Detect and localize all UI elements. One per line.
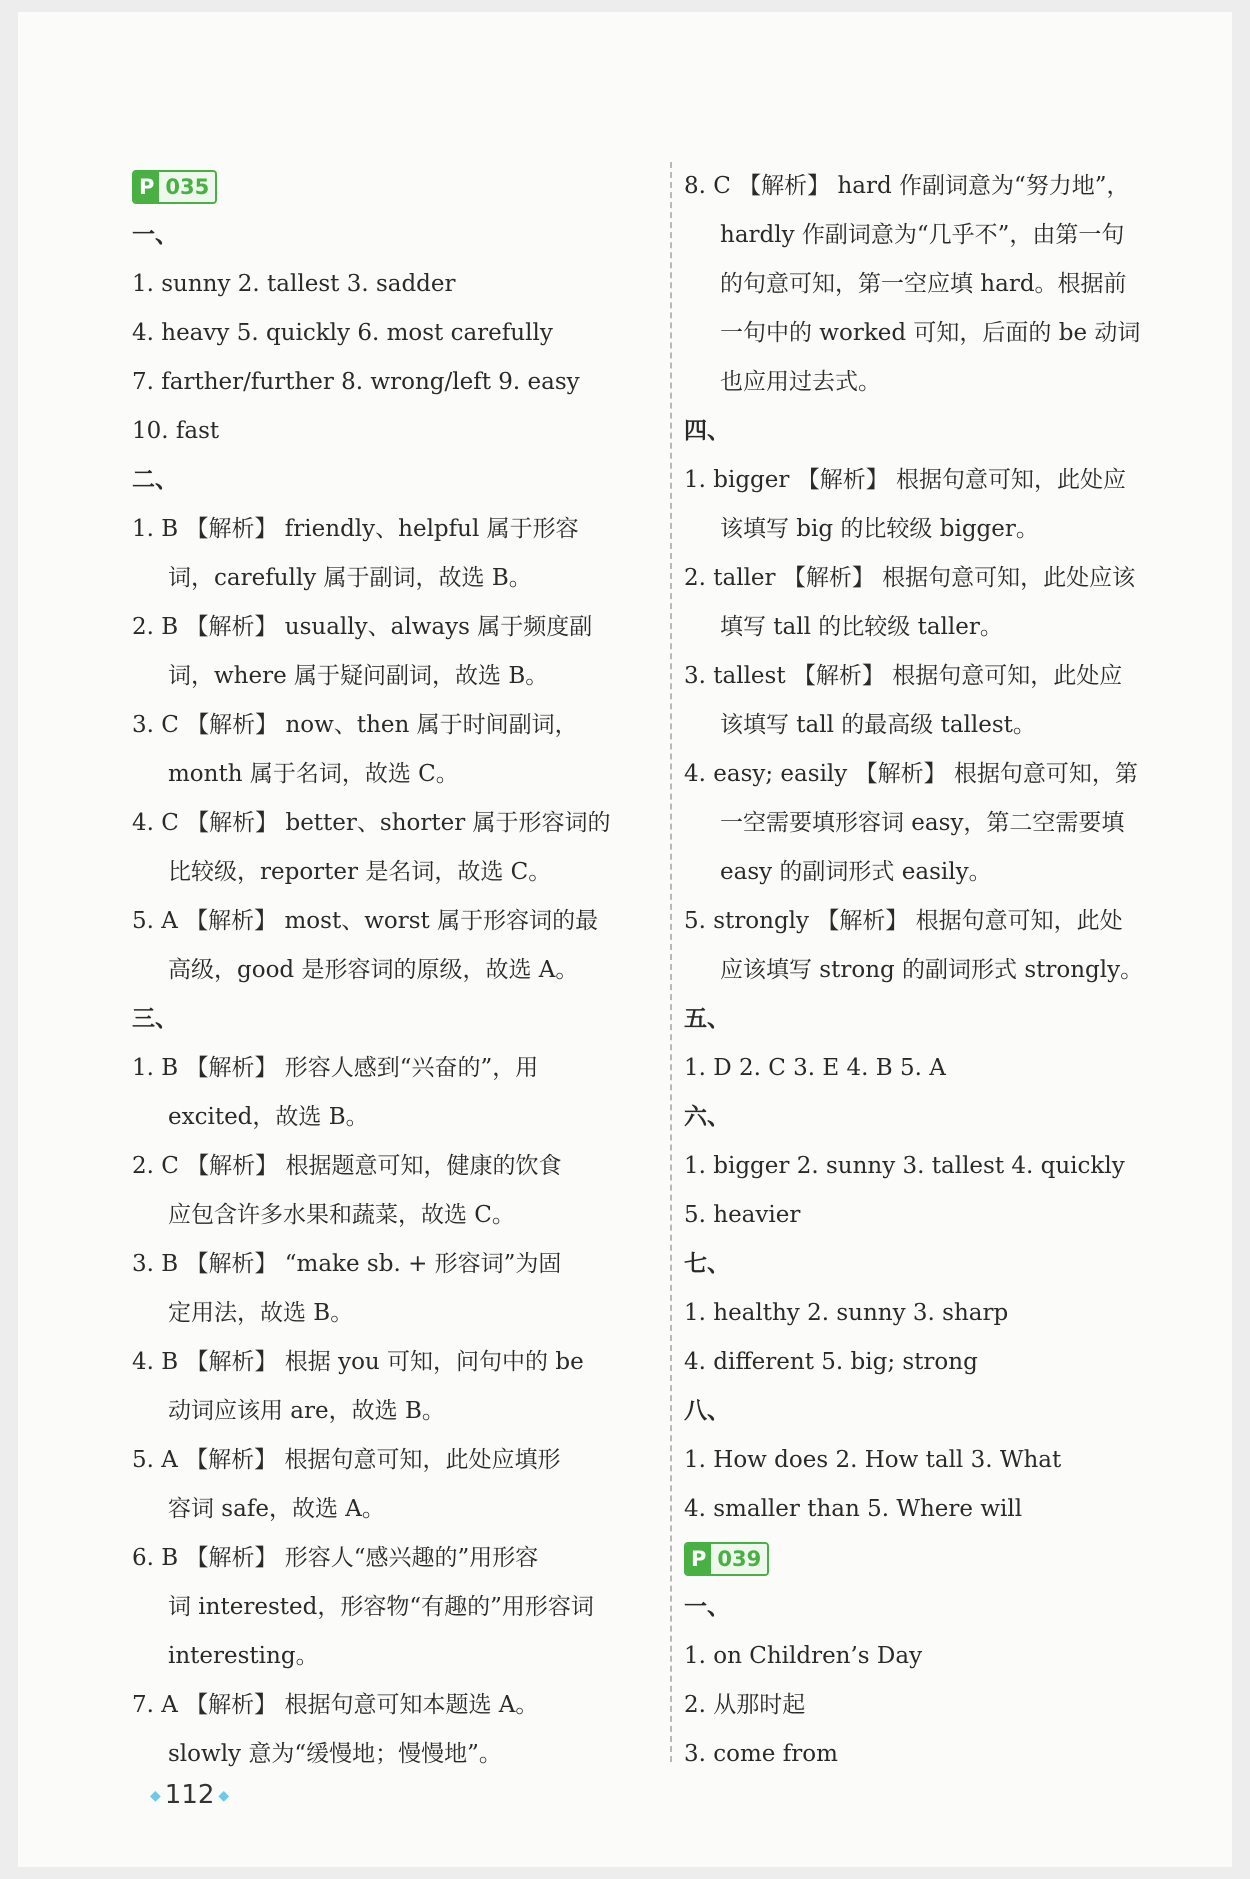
answer-line: 5. A 【解析】 most、worst 属于形容词的最 bbox=[132, 908, 599, 934]
answer-continuation: hardly 作副词意为“几乎不”，由第一句 bbox=[720, 222, 1125, 248]
answer-line: 4. smaller than 5. Where will bbox=[684, 1496, 1023, 1522]
right-column bbox=[684, 162, 1194, 1779]
answer-line: 1. B 【解析】 形容人感到“兴奋的”，用 bbox=[132, 1055, 539, 1081]
left-column bbox=[132, 162, 632, 1779]
answer-line: 3. tallest 【解析】 根据句意可知，此处应 bbox=[684, 663, 1123, 689]
answer-continuation: 比较级，reporter 是名词，故选 C。 bbox=[168, 859, 552, 885]
answer-line: 4. different 5. big; strong bbox=[684, 1349, 978, 1375]
answer-continuation: 该填写 tall 的最高级 tallest。 bbox=[720, 712, 1036, 738]
answer-continuation: 一句中的 worked 可知，后面的 be 动词 bbox=[720, 320, 1141, 346]
page bbox=[18, 12, 1232, 1867]
answer-line: 4. C 【解析】 better、shorter 属于形容词的 bbox=[132, 810, 611, 836]
answer-line: 1. bigger 【解析】 根据句意可知，此处应 bbox=[684, 467, 1127, 493]
page-ref-badge bbox=[132, 170, 217, 204]
answer-continuation: 该填写 big 的比较级 bigger。 bbox=[720, 516, 1039, 542]
page-ref-badge bbox=[684, 1542, 769, 1576]
answer-continuation: 填写 tall 的比较级 taller。 bbox=[720, 614, 1003, 640]
answer-line: 5. A 【解析】 根据句意可知，此处应填形 bbox=[132, 1447, 561, 1473]
answer-continuation: 动词应该用 are，故选 B。 bbox=[168, 1398, 445, 1424]
answer-line: 2. taller 【解析】 根据句意可知，此处应该 bbox=[684, 565, 1136, 591]
section-badge bbox=[684, 1534, 1194, 1583]
answer-line: 4. easy; easily 【解析】 根据句意可知，第 bbox=[684, 761, 1138, 787]
column-divider bbox=[670, 162, 672, 1762]
section-heading: 一、 bbox=[684, 1594, 730, 1620]
answer-line: 1. B 【解析】 friendly、helpful 属于形容 bbox=[132, 516, 579, 542]
page-number bbox=[146, 1780, 233, 1810]
diamond-icon: ◆ bbox=[218, 1787, 230, 1804]
answer-line: 4. B 【解析】 根据 you 可知，问句中的 be bbox=[132, 1349, 584, 1375]
answer-continuation: excited，故选 B。 bbox=[168, 1104, 369, 1130]
answer-line: 1. How does 2. How tall 3. What bbox=[684, 1447, 1062, 1473]
answer-line: 1. healthy 2. sunny 3. sharp bbox=[684, 1300, 1009, 1326]
answer-line: 3. come from bbox=[684, 1741, 838, 1767]
badge-label: P bbox=[686, 1544, 711, 1574]
answer-continuation: 应包含许多水果和蔬菜，故选 C。 bbox=[168, 1202, 515, 1228]
answer-continuation: 词，where 属于疑问副词，故选 B。 bbox=[168, 663, 549, 689]
answer-line: 8. C 【解析】 hard 作副词意为“努力地”， bbox=[684, 173, 1130, 199]
answer-continuation: easy 的副词形式 easily。 bbox=[720, 859, 992, 885]
answer-line: 7. A 【解析】 根据句意可知本题选 A。 bbox=[132, 1692, 539, 1718]
answer-line: 3. B 【解析】 “make sb. + 形容词”为固 bbox=[132, 1251, 562, 1277]
badge-number: 035 bbox=[159, 172, 215, 202]
answer-continuation: slowly 意为“缓慢地；慢慢地”。 bbox=[168, 1741, 502, 1767]
section-heading: 六、 bbox=[684, 1104, 730, 1130]
answer-continuation: 应该填写 strong 的副词形式 strongly。 bbox=[720, 957, 1144, 983]
answer-line: 2. 从那时起 bbox=[684, 1692, 806, 1718]
answer-line: 1. on Children’s Day bbox=[684, 1643, 923, 1669]
section-heading: 四、 bbox=[684, 418, 730, 444]
badge-number: 039 bbox=[711, 1544, 767, 1574]
answer-continuation: month 属于名词，故选 C。 bbox=[168, 761, 459, 787]
section-badge bbox=[132, 162, 632, 211]
answer-line: 5. strongly 【解析】 根据句意可知，此处 bbox=[684, 908, 1123, 934]
section-heading: 八、 bbox=[684, 1398, 730, 1424]
page-number-text: 112 bbox=[164, 1780, 215, 1810]
answer-continuation: 一空需要填形容词 easy，第二空需要填 bbox=[720, 810, 1125, 836]
answer-line: 1. D 2. C 3. E 4. B 5. A bbox=[684, 1055, 946, 1081]
diamond-icon: ◆ bbox=[150, 1787, 161, 1804]
answer-line: 7. farther/further 8. wrong/left 9. easy bbox=[132, 369, 580, 395]
section-heading: 一、 bbox=[132, 222, 178, 248]
answer-line: 5. heavier bbox=[684, 1202, 801, 1228]
section-heading: 二、 bbox=[132, 467, 178, 493]
answer-continuation: 容词 safe，故选 A。 bbox=[168, 1496, 385, 1522]
answer-line: 1. sunny 2. tallest 3. sadder bbox=[132, 271, 456, 297]
answer-line: 3. C 【解析】 now、then 属于时间副词， bbox=[132, 712, 578, 738]
badge-label: P bbox=[134, 172, 159, 202]
answer-continuation: 高级，good 是形容词的原级，故选 A。 bbox=[168, 957, 579, 983]
answer-continuation: 也应用过去式。 bbox=[720, 369, 881, 395]
answer-line: 2. C 【解析】 根据题意可知，健康的饮食 bbox=[132, 1153, 562, 1179]
section-heading: 五、 bbox=[684, 1006, 730, 1032]
section-heading: 七、 bbox=[684, 1251, 730, 1277]
answer-line: 1. bigger 2. sunny 3. tallest 4. quickly bbox=[684, 1153, 1125, 1179]
answer-line: 2. B 【解析】 usually、always 属于频度副 bbox=[132, 614, 593, 640]
answer-continuation: 词，carefully 属于副词，故选 B。 bbox=[168, 565, 532, 591]
answer-continuation: 词 interested，形容物“有趣的”用形容词 bbox=[168, 1594, 594, 1620]
answer-line: 4. heavy 5. quickly 6. most carefully bbox=[132, 320, 553, 346]
answer-continuation: 定用法，故选 B。 bbox=[168, 1300, 354, 1326]
section-heading: 三、 bbox=[132, 1006, 178, 1032]
answer-line: 10. fast bbox=[132, 418, 220, 444]
answer-continuation: interesting。 bbox=[168, 1643, 319, 1669]
answer-continuation: 的句意可知，第一空应填 hard。根据前 bbox=[720, 271, 1127, 297]
answer-line: 6. B 【解析】 形容人“感兴趣的”用形容 bbox=[132, 1545, 539, 1571]
